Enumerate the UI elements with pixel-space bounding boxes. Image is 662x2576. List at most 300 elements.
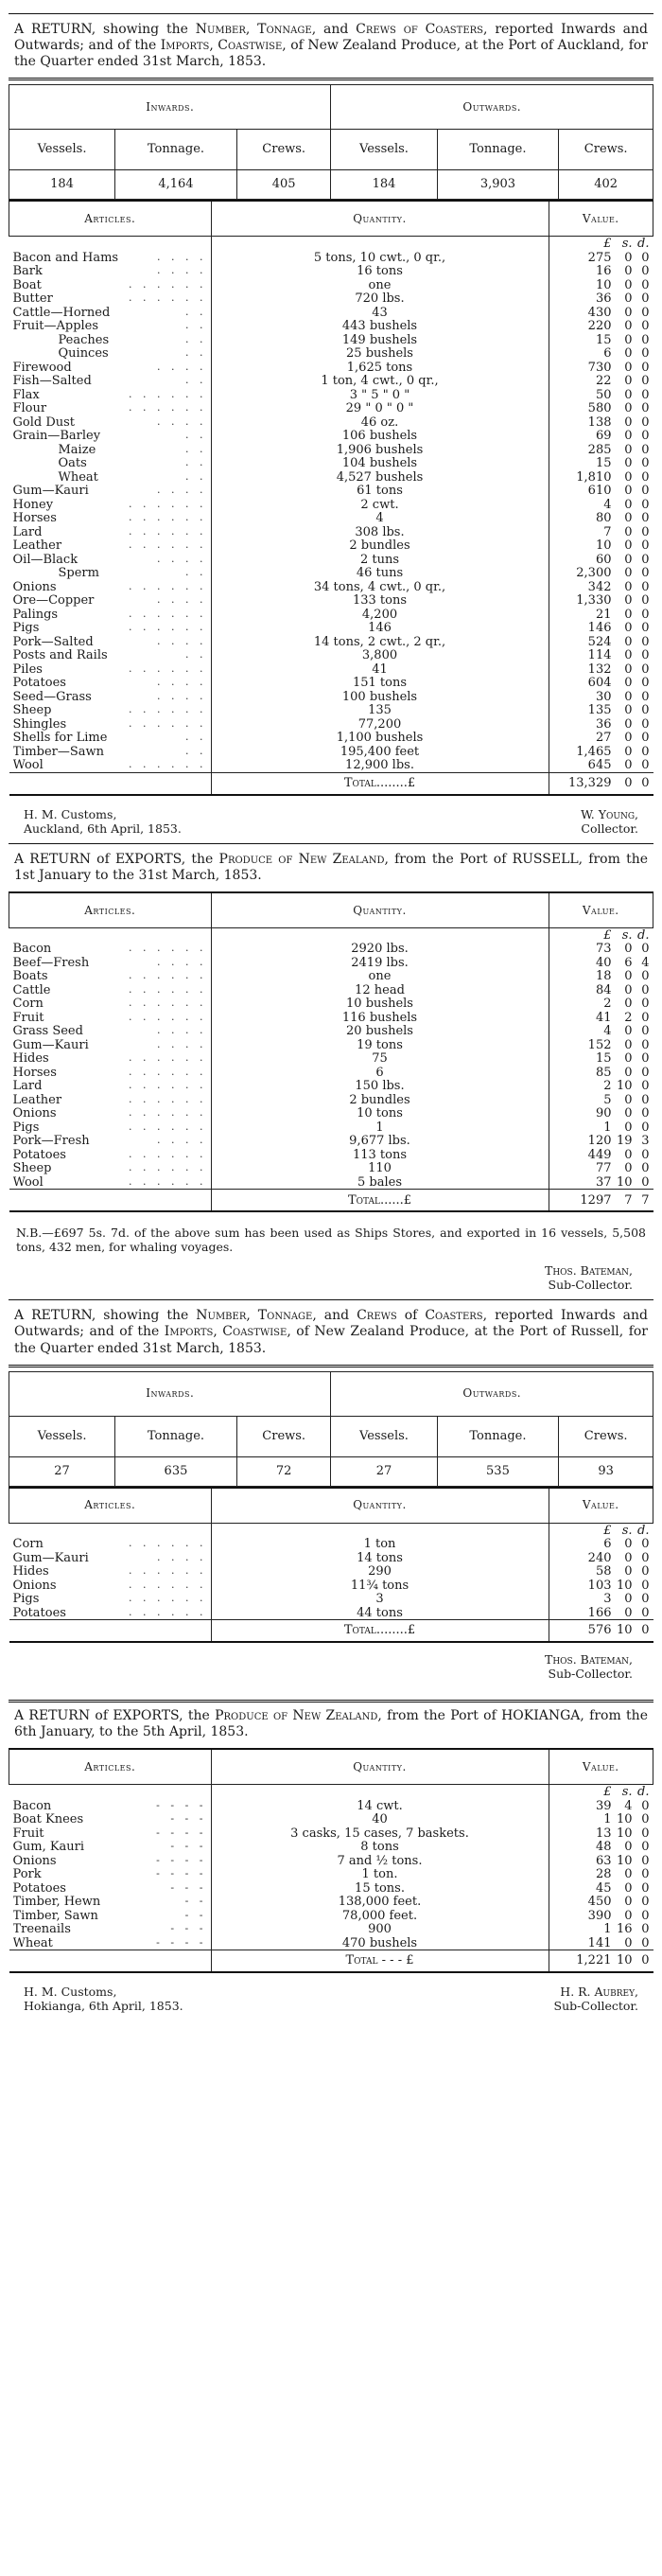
pence: 0 — [641, 1592, 650, 1606]
pounds: 48 — [595, 1840, 612, 1854]
leader-dots: . . . . . . — [129, 1092, 207, 1105]
pence: 0 — [641, 1106, 650, 1120]
pounds: 13 — [595, 1826, 612, 1841]
russell-exports-table — [9, 891, 653, 1213]
pounds: 132 — [587, 662, 612, 677]
heading-text: Produce of New Zealand, — [218, 851, 389, 867]
leader-dots: . . — [185, 374, 207, 387]
shillings: 10 — [616, 1826, 633, 1841]
article-cell — [13, 997, 207, 1011]
quantity-cell: 290 — [368, 1564, 392, 1579]
heading-text: reported Inwards and Outwards; and of the — [14, 1308, 649, 1340]
total-pounds: 13,329 — [568, 775, 612, 790]
value-cell — [553, 1093, 650, 1107]
shillings: 0 — [624, 1908, 633, 1923]
pence: 0 — [641, 1922, 650, 1936]
article-cell — [13, 676, 207, 690]
article-name: Honey — [12, 497, 54, 512]
value-cell — [553, 1840, 650, 1854]
leader-dots: . . . . . . — [129, 1592, 207, 1605]
vessels-header: Vessels. — [9, 1416, 115, 1456]
leader-dots: . . — [185, 346, 207, 360]
pence: 0 — [641, 744, 650, 759]
articles-list — [13, 251, 207, 772]
pence: 0 — [641, 1798, 650, 1813]
quantity-header: Quantity. — [211, 1488, 549, 1524]
pounds-unit: £ — [603, 237, 612, 251]
pence: 0 — [641, 429, 650, 443]
shillings: 0 — [624, 524, 633, 539]
shillings: 10 — [616, 1174, 633, 1190]
footer-line: H. M. Customs, — [24, 806, 117, 821]
vessels-value: 184 — [331, 170, 437, 200]
article-name: Corn — [12, 1537, 44, 1551]
pounds: 84 — [595, 982, 612, 997]
heading-text: Imports, Coastwise, — [160, 38, 287, 54]
article-cell — [13, 956, 207, 970]
article-name: Bark — [12, 264, 43, 278]
value-cell — [553, 731, 650, 745]
value-cell — [553, 1120, 650, 1135]
shillings: 0 — [624, 731, 633, 745]
articles-column — [9, 237, 212, 773]
leader-dots: . . . . — [157, 1134, 207, 1147]
leader-dots: - - — [184, 1895, 207, 1908]
value-cell — [553, 662, 650, 677]
shillings: 0 — [624, 360, 633, 375]
pence: 0 — [641, 1161, 650, 1175]
article-name: Sperm — [58, 566, 99, 580]
quantity-cell: 149 bushels — [341, 332, 418, 347]
article-name: Flour — [12, 401, 47, 415]
shillings: 0 — [624, 1092, 633, 1107]
quantity-cell: 100 bushels — [341, 689, 418, 704]
quantity-list — [216, 1537, 545, 1619]
quantity-cell: one — [368, 969, 392, 983]
value-cell — [553, 306, 650, 320]
auckland-footer — [24, 807, 638, 836]
shillings: 0 — [624, 1065, 633, 1080]
shillings: 6 — [624, 955, 633, 970]
value-cell — [553, 690, 650, 704]
leader-dots: . . . . . . — [129, 1079, 207, 1092]
leader-dots: . . . . — [157, 415, 207, 428]
quantity-cell: 1 — [375, 1120, 384, 1135]
shillings: 0 — [624, 1880, 633, 1896]
article-cell — [13, 662, 207, 677]
quantity-cell: 308 lbs. — [355, 524, 405, 539]
total-value — [553, 1623, 650, 1638]
leader-dots: . . . . . . — [129, 291, 207, 305]
shillings: 0 — [624, 332, 633, 347]
article-name: Onions — [12, 1578, 57, 1593]
articles-list — [13, 942, 207, 1189]
article-cell — [13, 1038, 207, 1052]
article-cell — [13, 969, 207, 983]
double-rule — [9, 78, 653, 80]
article-name: Fish—Salted — [12, 374, 92, 388]
article-name: Pork—Fresh — [12, 1134, 90, 1148]
shillings-unit: s. — [621, 1523, 633, 1538]
pounds: 430 — [587, 305, 612, 320]
pence: 0 — [641, 277, 650, 292]
pounds: 27 — [595, 731, 612, 745]
auckland-coasters-heading — [14, 22, 648, 70]
article-cell — [13, 1895, 207, 1909]
total-pounds: 576 — [587, 1623, 612, 1638]
pounds: 2 — [603, 1079, 612, 1093]
article-cell — [13, 703, 207, 717]
articles-header: Articles. — [9, 1749, 212, 1785]
russell-exports-heading — [14, 852, 648, 884]
value-cell — [553, 1881, 650, 1896]
pounds: 16 — [595, 264, 612, 278]
article-name: Maize — [58, 442, 96, 457]
total-label: Total - - - £ — [211, 1950, 549, 1973]
quantity-cell: 104 bushels — [341, 456, 418, 470]
article-cell — [13, 1592, 207, 1606]
value-cell — [553, 1854, 650, 1868]
article-cell — [13, 1881, 207, 1896]
leader-dots: . . . . . . — [129, 511, 207, 524]
quantity-cell: 1 ton, 4 cwt., 0 qr., — [321, 374, 439, 388]
pence: 0 — [641, 1092, 650, 1107]
article-cell — [13, 1799, 207, 1813]
pence: 0 — [641, 607, 650, 622]
quantity-column — [211, 1523, 549, 1620]
pounds: 60 — [595, 552, 612, 567]
article-name: Sheep — [12, 703, 52, 717]
quantity-cell: 3 " 5 " 0 " — [349, 387, 410, 402]
article-cell — [13, 538, 207, 553]
pounds: 30 — [595, 689, 612, 704]
article-name: Bacon — [12, 1798, 52, 1813]
pounds: 285 — [587, 442, 612, 457]
currency-units-row — [553, 1524, 650, 1538]
pounds: 604 — [587, 676, 612, 690]
leader-dots: - - - - — [156, 1935, 207, 1949]
leader-dots: . . . . — [157, 484, 207, 497]
quantity-column — [211, 1785, 549, 1950]
shillings: 10 — [616, 1578, 633, 1593]
footer-line: H. M. Customs, — [24, 1985, 117, 2000]
value-cell — [553, 429, 650, 443]
article-name: Gum—Kauri — [12, 1550, 89, 1565]
value-cell — [553, 1066, 650, 1080]
pounds: 18 — [595, 969, 612, 983]
vessels-header: Vessels. — [331, 130, 437, 170]
pounds: 1,330 — [576, 593, 612, 608]
article-cell — [13, 498, 207, 512]
tonnage-header: Tonnage. — [437, 1416, 559, 1456]
shillings: 0 — [624, 469, 633, 485]
pounds: 220 — [587, 319, 612, 333]
value-cell — [553, 593, 650, 608]
article-name: Gum—Kauri — [12, 484, 89, 498]
total-shillings: 10 — [616, 1953, 633, 1968]
leader-dots: . . . . . . — [129, 277, 207, 291]
pounds: 1,465 — [576, 744, 612, 759]
total-value — [553, 776, 650, 791]
pence: 0 — [641, 566, 650, 580]
quantity-cell: 9,677 lbs. — [349, 1134, 410, 1148]
pence: 0 — [641, 1037, 650, 1052]
total-shillings: 7 — [624, 1192, 633, 1208]
quantity-cell: 8 tons — [360, 1840, 399, 1854]
customs-location — [24, 807, 182, 836]
quantity-cell: 25 bushels — [346, 346, 413, 361]
leader-dots: . . — [185, 648, 207, 662]
article-cell — [13, 1812, 207, 1826]
pence: 0 — [641, 442, 650, 457]
quantity-cell: 106 bushels — [341, 429, 418, 443]
pounds: 120 — [587, 1134, 612, 1148]
quantity-header: Quantity. — [211, 892, 549, 928]
article-name: Oil—Black — [12, 552, 78, 567]
value-cell — [553, 1079, 650, 1093]
article-name: Wool — [12, 758, 44, 772]
article-name: Ore—Copper — [12, 593, 95, 608]
pence: 0 — [641, 1065, 650, 1080]
value-cell — [553, 1038, 650, 1052]
value-cell — [553, 1812, 650, 1826]
quantity-cell: 135 — [368, 703, 392, 717]
article-name: Seed—Grass — [12, 689, 92, 704]
quantity-cell: 7 and ½ tons. — [337, 1853, 423, 1868]
quantity-cell: 1 ton. — [361, 1867, 398, 1881]
quantity-cell: 720 lbs. — [355, 291, 405, 306]
pence: 0 — [641, 676, 650, 690]
quantity-cell: 10 tons — [357, 1106, 403, 1120]
quantity-cell: 14 tons — [357, 1550, 403, 1565]
article-cell — [13, 1051, 207, 1066]
value-cell — [553, 498, 650, 512]
currency-units-row — [553, 928, 650, 943]
heading-text: Number, Tonnage, — [195, 22, 317, 37]
shillings: 0 — [624, 744, 633, 759]
shillings: 0 — [624, 758, 633, 772]
quantity-cell: 14 tons, 2 cwt., 2 qr., — [313, 634, 446, 649]
quantity-cell: 2 bundles — [349, 1092, 410, 1107]
quantity-header: Quantity. — [211, 201, 549, 237]
leader-dots: - - — [184, 1908, 207, 1921]
article-cell — [13, 525, 207, 539]
shillings: 0 — [624, 442, 633, 457]
pence: 0 — [641, 1853, 650, 1868]
article-cell — [13, 608, 207, 622]
pounds: 4 — [603, 497, 612, 512]
outwards-group-header: Outwards. — [331, 1371, 653, 1416]
quantity-cell: 29 " 0 " 0 " — [345, 401, 414, 415]
pence: 0 — [641, 969, 650, 983]
value-cell — [553, 969, 650, 983]
inwards-group-header: Inwards. — [9, 1371, 331, 1416]
pounds: 1 — [603, 1922, 612, 1936]
section-divider — [9, 1299, 653, 1300]
value-column — [549, 927, 653, 1190]
article-name: Gum, Kauri — [12, 1840, 85, 1854]
pounds: 28 — [595, 1867, 612, 1881]
quantity-cell: 14 cwt. — [357, 1798, 403, 1813]
value-cell — [553, 1148, 650, 1162]
crews-header: Crews. — [559, 130, 653, 170]
pounds: 240 — [587, 1550, 612, 1565]
pounds: 6 — [603, 1537, 612, 1551]
value-cell — [553, 470, 650, 485]
value-cell — [553, 388, 650, 402]
leader-dots: . . . . — [157, 689, 207, 702]
value-cell — [553, 717, 650, 732]
section-divider — [9, 843, 653, 844]
value-cell — [553, 1799, 650, 1813]
quantity-column — [211, 927, 549, 1190]
pence: 0 — [641, 1935, 650, 1950]
article-name: Leather — [12, 538, 62, 553]
quantity-cell: 61 tons — [357, 484, 403, 498]
crews-value: 405 — [236, 170, 331, 200]
leader-dots: . . . . — [157, 250, 207, 263]
value-cell — [553, 1867, 650, 1881]
crews-value: 402 — [559, 170, 653, 200]
leader-dots: . . . . . . — [129, 621, 207, 634]
shillings: 10 — [616, 1079, 633, 1093]
pence: 0 — [641, 1908, 650, 1923]
pounds: 80 — [595, 511, 612, 525]
article-name: Lard — [12, 1079, 43, 1093]
sub-collector-signature — [9, 1263, 633, 1292]
shillings: 0 — [624, 593, 633, 608]
shillings: 0 — [624, 997, 633, 1011]
article-cell — [13, 1854, 207, 1868]
article-name: Potatoes — [12, 1605, 66, 1620]
heading-text: of New Zealand Produce, at the Port of Russell, for the Quarter ended 31st March, 1853. — [14, 1324, 649, 1356]
leader-dots: . . . . — [157, 634, 207, 647]
article-name: Fruit — [12, 1010, 44, 1025]
pence: 0 — [641, 1024, 650, 1038]
pence: 0 — [641, 469, 650, 485]
pence: 0 — [641, 332, 650, 347]
pence: 0 — [641, 1550, 650, 1565]
pence: 0 — [641, 942, 650, 956]
value-cell — [553, 1011, 650, 1025]
shillings: 0 — [624, 982, 633, 997]
russell-coasters-heading — [14, 1308, 648, 1356]
quantity-cell: 443 bushels — [341, 319, 418, 333]
article-cell — [13, 1909, 207, 1923]
quantity-cell: 19 tons — [357, 1037, 403, 1052]
pence: 0 — [641, 264, 650, 278]
footer-line: W. Young, — [581, 806, 638, 821]
article-cell — [13, 758, 207, 772]
shillings: 0 — [624, 1935, 633, 1950]
pounds: 7 — [603, 524, 612, 539]
heading-text: from the Port of RUSSELL, from the 1st January to the 31st March, 1853. — [14, 851, 648, 883]
pence: 0 — [641, 374, 650, 388]
leader-dots: . . . . . . — [129, 1605, 207, 1618]
auckland-imports-table — [9, 200, 653, 796]
value-cell — [553, 1936, 650, 1950]
collector-signature — [554, 1985, 638, 2013]
quantity-cell: 146 — [368, 621, 392, 635]
shillings: 0 — [624, 607, 633, 622]
heading-text: reported Inwards and Outwards; and of the — [14, 22, 648, 54]
pence: 0 — [641, 982, 650, 997]
leader-dots: . . . . . . — [129, 1174, 207, 1188]
article-cell — [13, 456, 207, 470]
value-list — [553, 251, 650, 772]
leader-dots: - - - — [170, 1840, 207, 1853]
pounds: 730 — [587, 360, 612, 375]
total-pence: 0 — [641, 775, 650, 790]
value-cell — [553, 1579, 650, 1593]
value-cell — [553, 511, 650, 525]
leader-dots: . . . . . . — [129, 387, 207, 400]
article-cell — [13, 1120, 207, 1135]
tonnage-value: 4,164 — [115, 170, 237, 200]
pence-unit: d. — [637, 927, 650, 943]
pence: 0 — [641, 1120, 650, 1135]
tonnage-value: 535 — [437, 1456, 559, 1486]
total-pounds: 1,221 — [576, 1953, 612, 1968]
pence: 0 — [641, 1564, 650, 1579]
pounds: 152 — [587, 1037, 612, 1052]
value-cell — [553, 745, 650, 759]
leader-dots: . . . . . . — [129, 1120, 207, 1133]
leader-dots: . . — [185, 731, 207, 744]
leader-dots: . . — [185, 332, 207, 345]
value-cell — [553, 374, 650, 388]
article-cell — [13, 346, 207, 361]
shillings: 19 — [616, 1134, 633, 1148]
leader-dots: . . . . . . — [129, 703, 207, 716]
pounds: 5 — [603, 1092, 612, 1107]
shillings: 0 — [624, 429, 633, 443]
leader-dots: - - - — [170, 1922, 207, 1935]
shillings: 0 — [624, 1120, 633, 1135]
article-name: Horses — [12, 511, 57, 525]
pounds: 36 — [595, 716, 612, 732]
total-pounds: 1297 — [580, 1192, 612, 1208]
quantity-cell: 1,906 bushels — [336, 442, 424, 457]
ships-stores-note: N.B.—£697 5s. 7d. of the above sum has been used as Ships Stores, and exported in 16 vessels, 5,508 tons, 432 men, for whaling voyages. — [16, 1226, 646, 1255]
shillings: 0 — [624, 1051, 633, 1066]
article-name: Posts and Rails — [12, 648, 108, 662]
value-cell — [553, 415, 650, 430]
leader-dots: . . . . . . — [129, 1537, 207, 1550]
article-name: Oats — [58, 456, 87, 470]
pounds: 63 — [595, 1853, 612, 1868]
currency-units-row — [553, 237, 650, 251]
pounds: 22 — [595, 374, 612, 388]
pence: 0 — [641, 538, 650, 553]
sub-collector-signature — [9, 1652, 633, 1681]
article-name: Onions — [12, 1106, 57, 1120]
articles-list — [13, 1537, 207, 1619]
article-name: Grass Seed — [12, 1024, 83, 1038]
article-cell — [13, 717, 207, 732]
article-cell — [13, 278, 207, 292]
shillings: 0 — [624, 1895, 633, 1909]
leader-dots: - - - - — [156, 1867, 207, 1880]
quantity-cell: 41 — [372, 662, 388, 677]
pounds: 138 — [587, 415, 612, 430]
total-shillings: 0 — [624, 775, 633, 790]
article-cell — [13, 1564, 207, 1579]
pence: 0 — [641, 524, 650, 539]
pounds: 2 — [603, 997, 612, 1011]
crews-value: 72 — [236, 1456, 331, 1486]
value-cell — [553, 1161, 650, 1175]
